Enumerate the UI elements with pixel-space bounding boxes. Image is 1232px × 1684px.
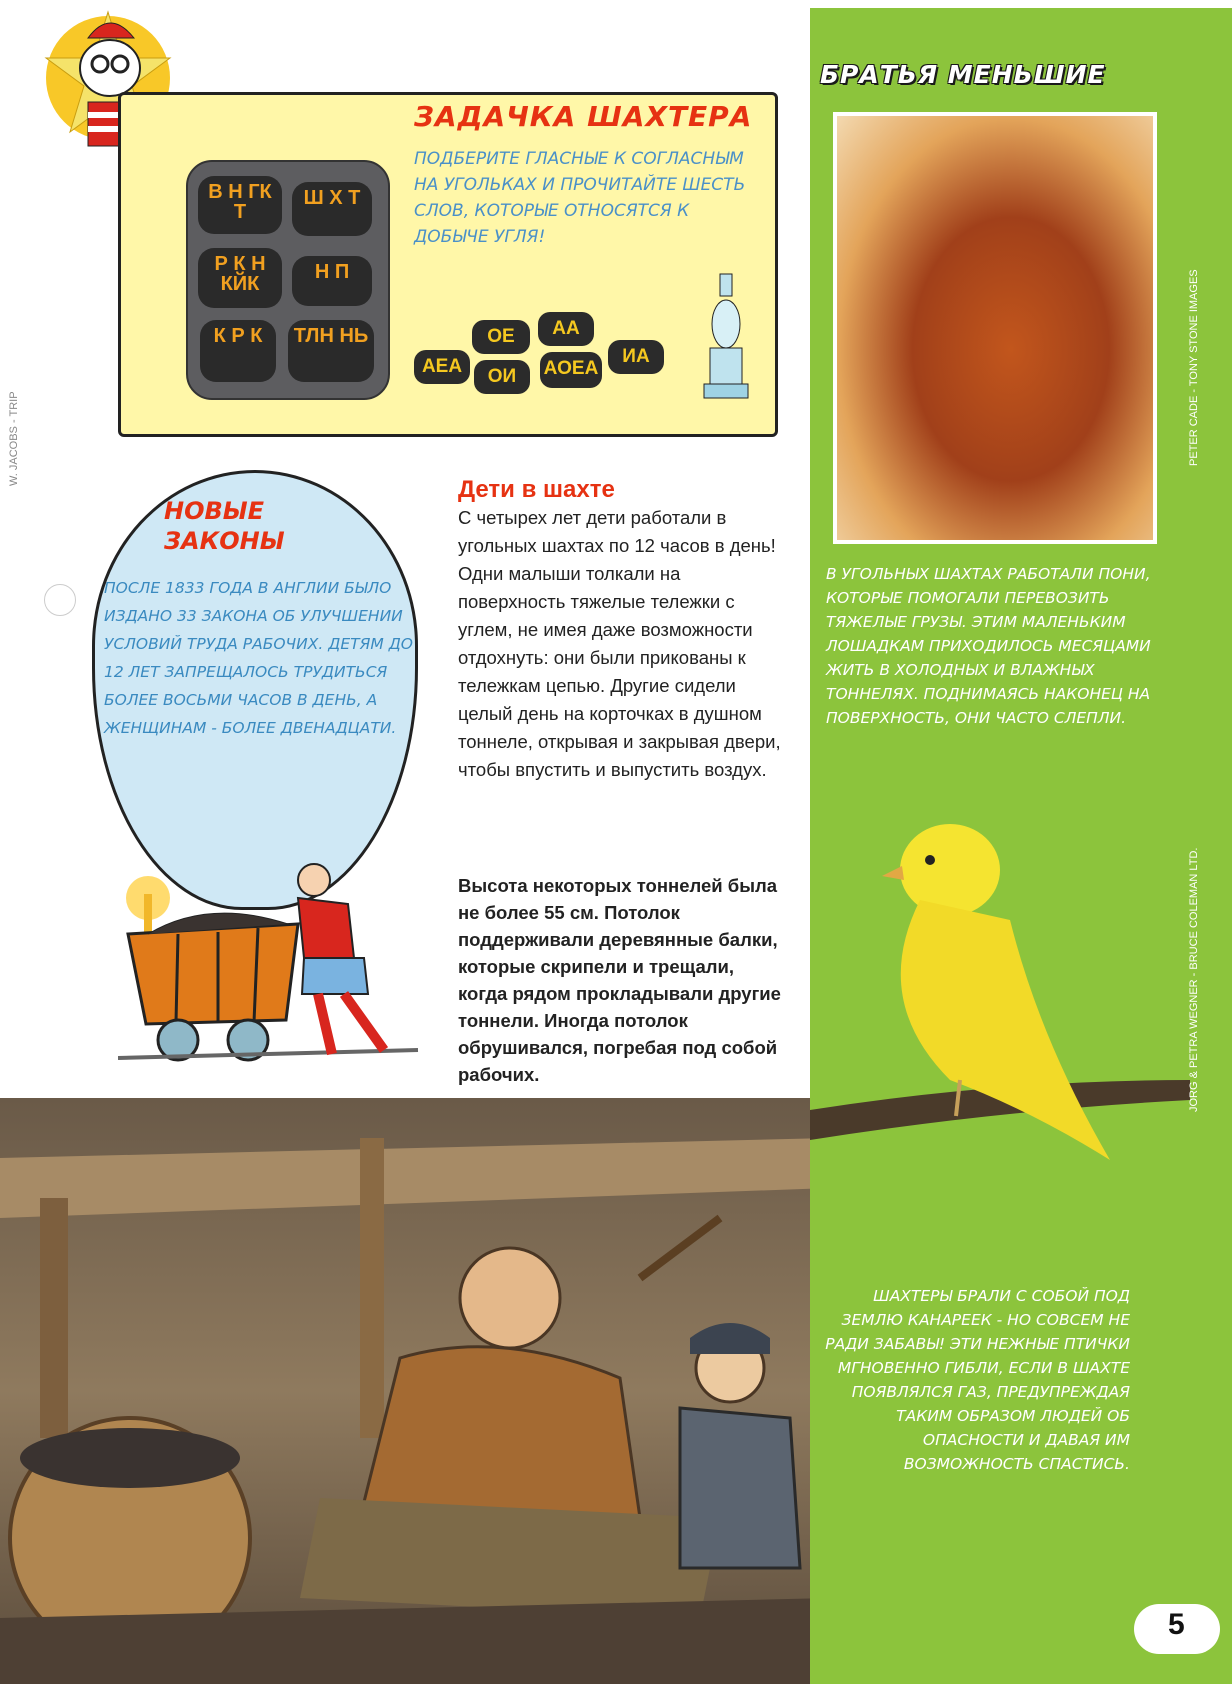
vowel-piece: АЕА: [414, 350, 470, 384]
coal-piece: Н П: [292, 256, 372, 306]
canary-text: ШАХТЕРЫ БРАЛИ С СОБОЙ ПОД ЗЕМЛЮ КАНАРЕЕК - НО СОВСЕМ НЕ РАДИ ЗАБАВЫ! ЭТИ НЕЖНЫЕ ПТИЧКИ МГНОВЕННО ГИБЛИ, ЕСЛИ В ШАХТЕ ПОЯВЛЯЛСЯ ГАЗ, ПРЕДУПРЕЖДАЯ ТАКИМ ОБРАЗОМ ЛЮДЕЙ ОБ ОПАСНОСТИ И ДАВАЯ ИМ ВОЗМОЖНОСТЬ СПАСТИСЬ.: [825, 1287, 1130, 1473]
photo-credit-left: W. JACOBS - TRIP: [8, 391, 20, 486]
pony-photo-credit: PETER CADE - TONY STONE IMAGES: [1188, 269, 1200, 466]
coal-piece: В Н ГК Т: [198, 176, 282, 234]
article-paragraph-1: С четырех лет дети работали в угольных шахтах по 12 часов в день! Одни малыши толкали на поверхность тяжелые тележки с углем, не имея даже возможности отдохнуть: они были прикованы к тележкам цепью. Другие сидели целый день на корточках в душном тоннеле, открывая и закрывая двери, чтобы впустить и выпустить воздух.: [458, 507, 781, 780]
punch-hole: [44, 584, 76, 616]
coal-consonants-board: [186, 160, 390, 400]
new-laws-title: НОВЫЕ ЗАКОНЫ: [164, 497, 285, 555]
side-panel-title: БРАТЬЯ МЕНЬШИЕ: [820, 60, 1106, 89]
pony-photo: [833, 112, 1157, 544]
vowel-piece: ОИ: [474, 360, 530, 394]
girl-pushing-cart-illustration: [118, 854, 438, 1084]
coal-piece: Р К Н КЙК: [198, 248, 282, 308]
canary-photo: [810, 780, 1190, 1190]
page-number: 5: [1168, 1608, 1185, 1641]
vowel-piece: ОЕ: [472, 320, 530, 354]
vowel-piece: АОЕА: [540, 352, 602, 388]
trophy-statue-illustration: [696, 264, 756, 404]
vowel-piece: АА: [538, 312, 594, 346]
vowel-piece: ИА: [608, 340, 664, 374]
coal-piece: Ш Х Т: [292, 182, 372, 236]
mine-workers-illustration: [0, 1098, 830, 1684]
coal-piece: К Р К: [200, 320, 276, 382]
puzzle-instructions: ПОДБЕРИТЕ ГЛАСНЫЕ К СОГЛАСНЫМ НА УГОЛЬКАХ И ПРОЧИТАЙТЕ ШЕСТЬ СЛОВ, КОТОРЫЕ ОТНОСЯТСЯ К ДОБЫЧЕ УГЛЯ!: [414, 149, 746, 247]
canary-photo-credit: JORG & PETRA WEGNER - BRUCE COLEMAN LTD.: [1188, 847, 1200, 1112]
article-paragraph-2: Высота некоторых тоннелей была не более 55 см. Потолок поддерживали деревянные балки, которые скрипели и трещали, когда рядом прокладывали другие тоннели. Иногда потолок обрушивался, погребая под собой рабочих.: [458, 875, 781, 1085]
coal-piece: ТЛН НЬ: [288, 320, 374, 382]
article-title: Дети в шахте: [458, 476, 615, 503]
puzzle-title: ЗАДАЧКА ШАХТЕРА: [414, 100, 753, 133]
new-laws-text: ПОСЛЕ 1833 ГОДА В АНГЛИИ БЫЛО ИЗДАНО 33 ЗАКОНА ОБ УЛУЧШЕНИИ УСЛОВИЙ ТРУДА РАБОЧИХ. ДЕТЯМ ДО 12 ЛЕТ ЗАПРЕЩАЛОСЬ ТРУДИТЬСЯ БОЛЕЕ ВОСЬМИ ЧАСОВ В ДЕНЬ, А ЖЕНЩИНАМ - БОЛЕЕ ДВЕНАДЦАТИ.: [104, 579, 414, 737]
pony-text: В УГОЛЬНЫХ ШАХТАХ РАБОТАЛИ ПОНИ, КОТОРЫЕ ПОМОГАЛИ ПЕРЕВОЗИТЬ ТЯЖЕЛЫЕ ГРУЗЫ. ЭТИМ МАЛЕНЬКИМ ЛОШАДКАМ ПРИХОДИЛОСЬ МЕСЯЦАМИ ЖИТЬ В ХОЛОДНЫХ И ВЛАЖНЫХ ТОННЕЛЯХ. ПОДНИМАЯСЬ НАКОНЕЦ НА ПОВЕРХНОСТЬ, ОНИ ЧАСТО СЛЕПЛИ.: [826, 565, 1151, 727]
